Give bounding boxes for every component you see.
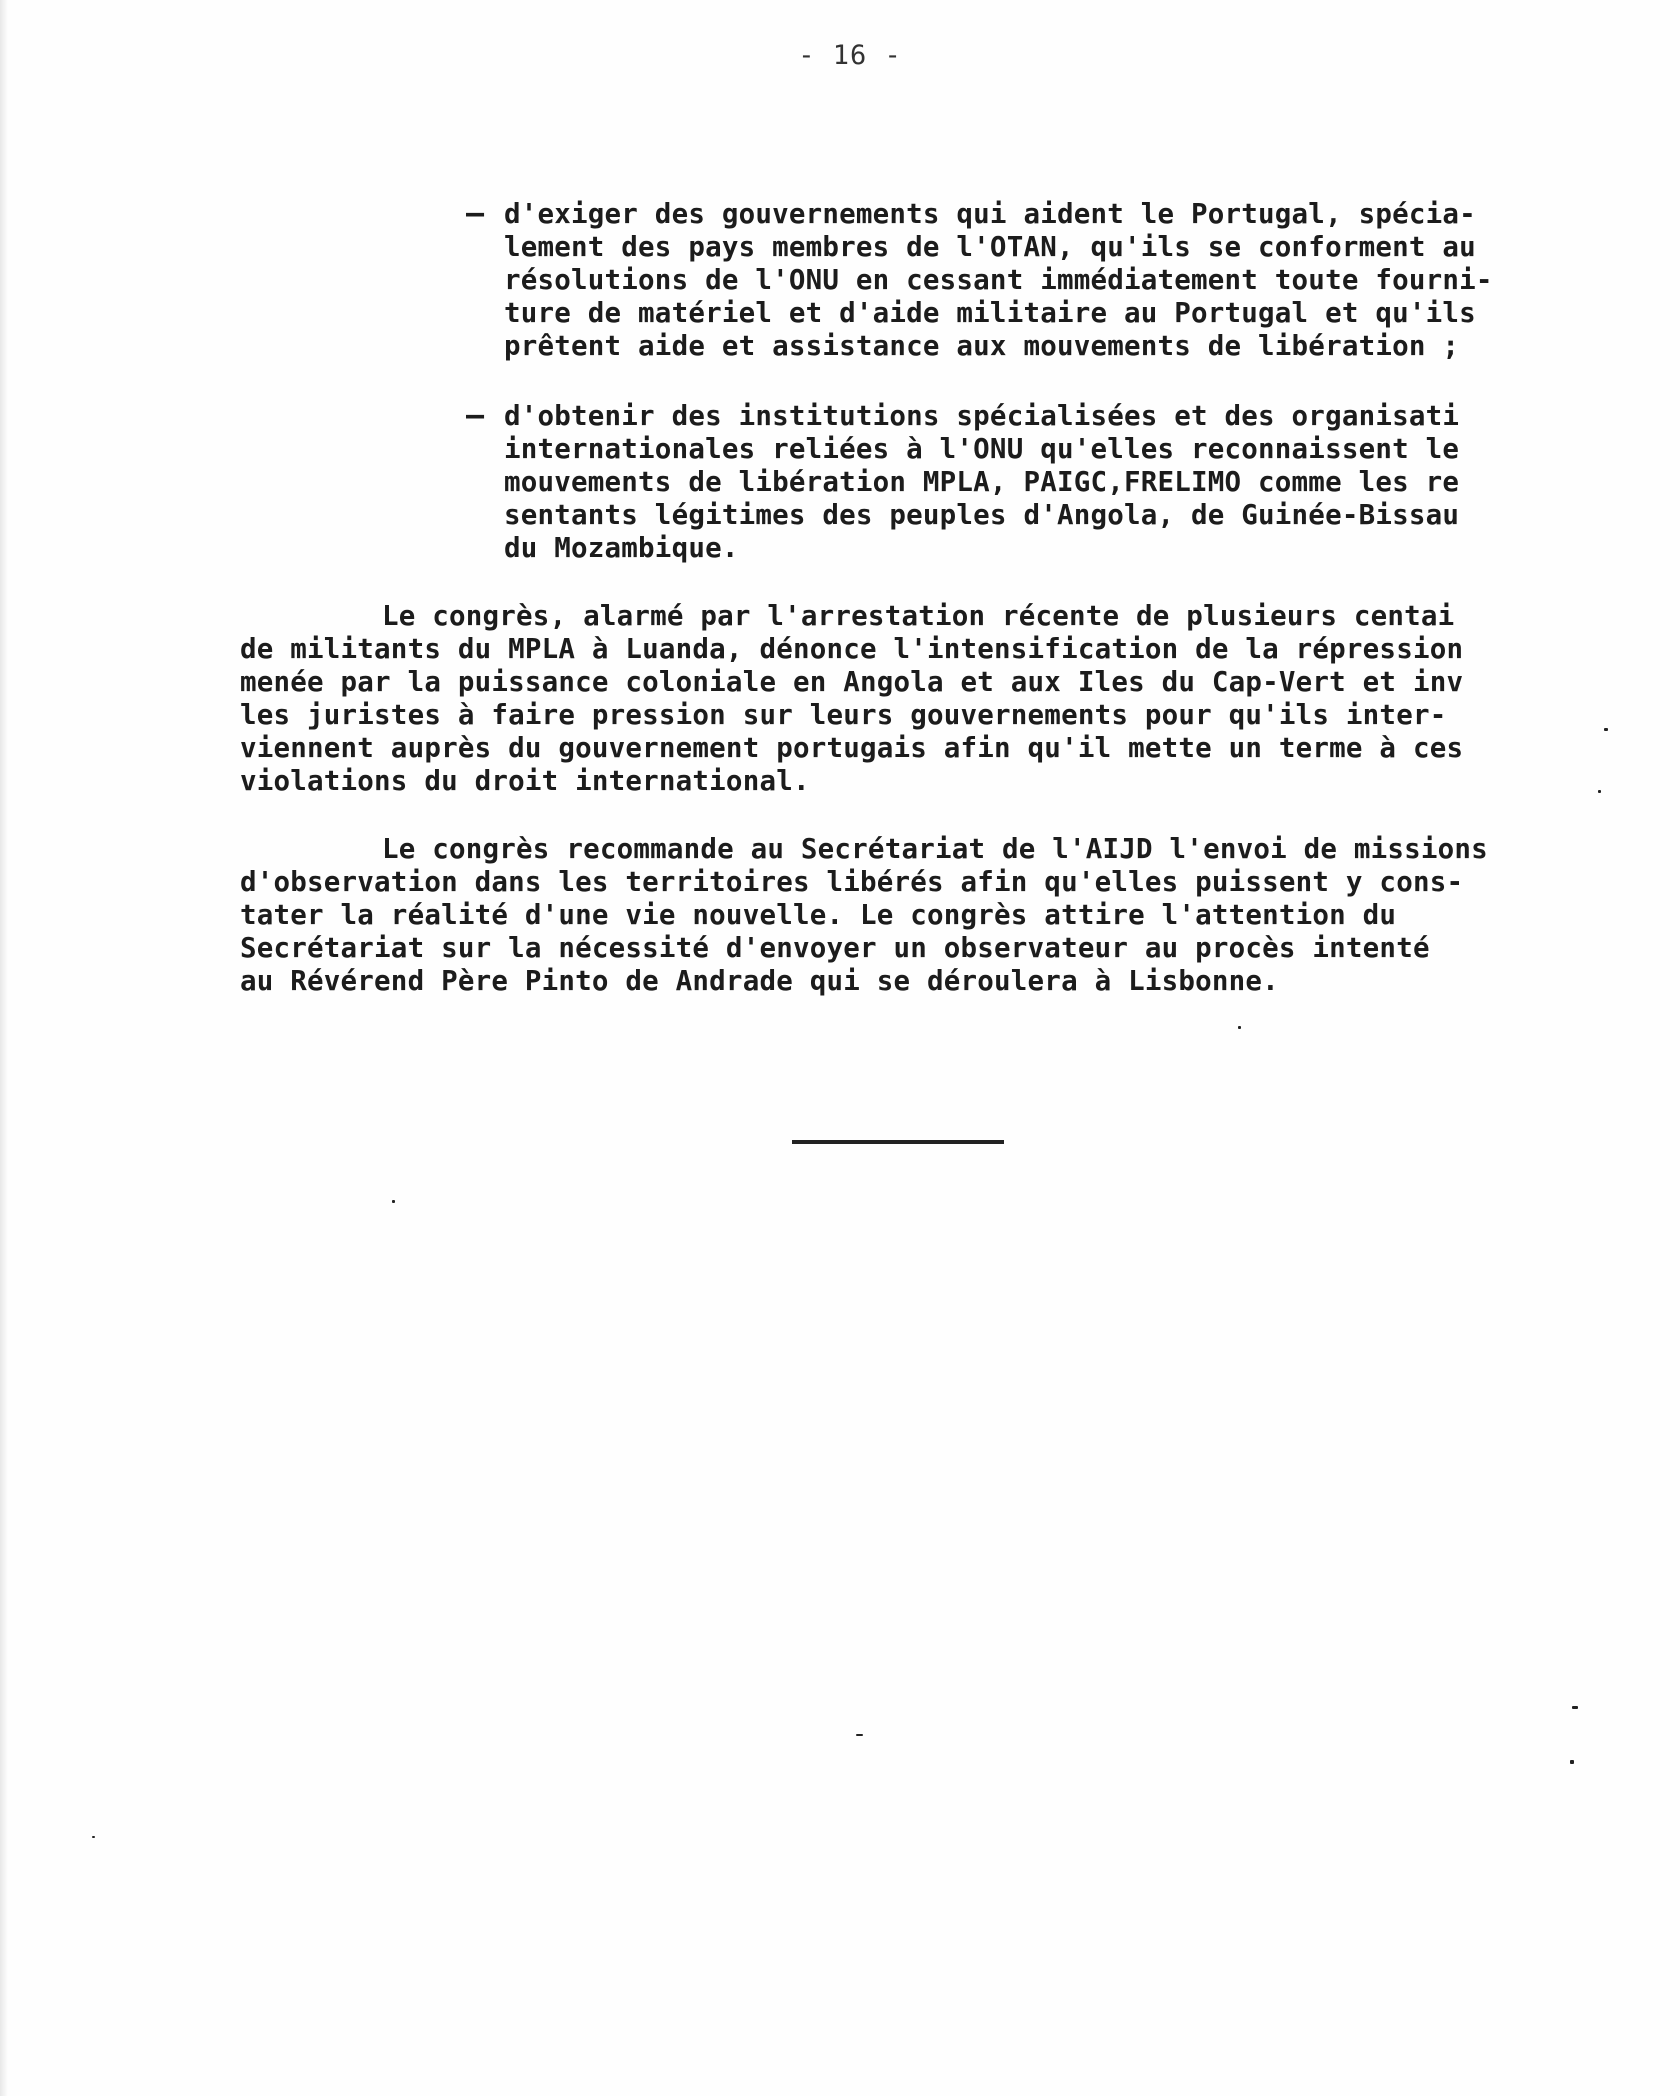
scan-speck (1598, 790, 1601, 793)
scan-speck (1238, 1026, 1241, 1029)
paragraph-1-line-2: de militants du MPLA à Luanda, dénonce l'intensification de la répression (240, 633, 1464, 665)
bullet-1-line-2: lement des pays membres de l'OTAN, qu'ils se conforment au (504, 231, 1476, 263)
bullet-2-line-2: internationales reliées à l'ONU qu'elles reconnaissent le (504, 433, 1460, 465)
bullet-dash-icon: – (466, 196, 485, 231)
bullet-1-line-3: résolutions de l'ONU en cessant immédiatement toute fourni- (504, 264, 1493, 296)
paragraph-1-line-3: menée par la puissance coloniale en Angola et aux Iles du Cap-Vert et inv (240, 666, 1464, 698)
bullet-2-line-5: du Mozambique. (504, 532, 739, 564)
paragraph-1-line-5: viennent auprès du gouvernement portugais afin qu'il mette un terme à ces (240, 732, 1464, 764)
scan-speck (1570, 1760, 1574, 1764)
bullet-1-line-5: prêtent aide et assistance aux mouvements de libération ; (504, 330, 1460, 362)
bullet-2-line-3: mouvements de libération MPLA, PAIGC,FRELIMO comme les re (504, 466, 1460, 498)
paragraph-2-line-2: d'observation dans les territoires libérés afin qu'elles puissent y cons- (240, 866, 1464, 898)
page-number: - 16 - (798, 40, 902, 71)
scan-speck (856, 1734, 863, 1736)
bullet-dash-icon: – (466, 398, 485, 433)
separator-rule (792, 1140, 1004, 1144)
paragraph-2-line-1: Le congrès recommande au Secrétariat de l'AIJD l'envoi de missions (382, 833, 1488, 865)
paragraph-1-line-6: violations du droit international. (240, 765, 810, 797)
scan-speck (1572, 1706, 1578, 1709)
paragraph-1-line-1: Le congrès, alarmé par l'arrestation récente de plusieurs centai (382, 600, 1455, 632)
paragraph-2-line-4: Secrétariat sur la nécessité d'envoyer un observateur au procès intenté (240, 932, 1430, 964)
paragraph-2-line-3: tater la réalité d'une vie nouvelle. Le congrès attire l'attention du (240, 899, 1397, 931)
bullet-2-line-1: d'obtenir des institutions spécialisées et des organisati (504, 400, 1460, 432)
scan-edge (0, 0, 8, 2096)
bullet-1-line-1: d'exiger des gouvernements qui aident le Portugal, spécia- (504, 198, 1476, 230)
bullet-2-line-4: sentants légitimes des peuples d'Angola, de Guinée-Bissau (504, 499, 1460, 531)
paragraph-2-line-5: au Révérend Père Pinto de Andrade qui se déroulera à Lisbonne. (240, 965, 1279, 997)
scan-speck (1604, 728, 1608, 731)
scan-speck (392, 1200, 395, 1203)
paragraph-1-line-4: les juristes à faire pression sur leurs gouvernements pour qu'ils inter- (240, 699, 1447, 731)
bullet-1-line-4: ture de matériel et d'aide militaire au Portugal et qu'ils (504, 297, 1476, 329)
scan-speck (92, 1836, 95, 1838)
